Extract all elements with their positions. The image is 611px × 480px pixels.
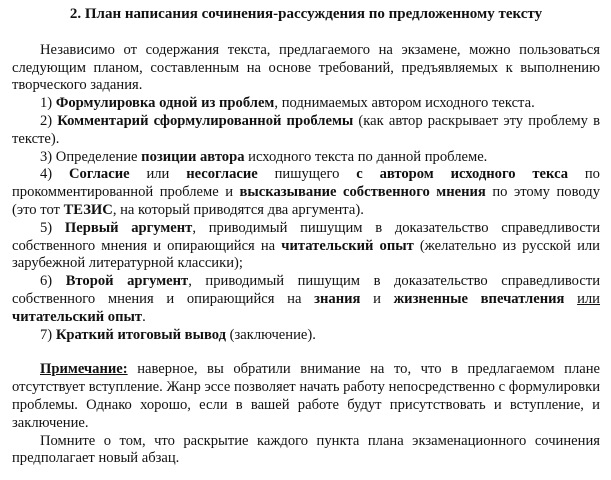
item-text: и (360, 290, 394, 307)
item-text: , приводимый пишущим в доказательство справедливости собственного мнения и опирающийся на (12, 273, 601, 307)
item-bold-text: Комментарий сформулированной проблемы (57, 112, 354, 129)
item-bold-text: Формулировка одной из проблем (55, 95, 275, 112)
item-number: 3) Определение (40, 148, 142, 165)
item-text: по прокомментированной проблеме и (12, 166, 600, 201)
item-text: пишущего (257, 166, 357, 183)
note-label: Примечание: (40, 361, 128, 378)
item-text: или (129, 166, 187, 183)
item-text: . (142, 308, 146, 325)
item-bold-text: читательский опыт (281, 237, 414, 254)
item-bold-text: Второй аргумент (65, 273, 189, 290)
plan-item-3 (12, 149, 600, 167)
item-number: 2) (40, 112, 58, 129)
item-text: исходного текста по данной проблеме. (244, 148, 488, 165)
plan-item-5 (12, 220, 600, 273)
item-text: по этому поводу (это тот (12, 184, 600, 218)
plan-item-1 (12, 95, 600, 113)
item-bold-text: читательский опыт (12, 308, 143, 325)
item-text: (как автор раскрывает эту проблему в тексте). (12, 112, 600, 147)
item-bold-text: жизненные впечатления (393, 290, 565, 307)
item-text: (желательно из русской или зарубежной литературной классики); (12, 237, 600, 272)
item-number: 7) (40, 326, 56, 343)
page-title: 2. План написания сочинения-рассуждения по предложенному тексту (69, 6, 543, 22)
plan-item-6 (12, 273, 600, 326)
item-bold-text: высказывание собственного мнения (239, 184, 486, 201)
item-bold-text: Первый аргумент (64, 219, 193, 236)
item-number: 4) (40, 166, 70, 183)
plan-item-4 (12, 166, 600, 219)
underlined-text: или (577, 290, 600, 307)
item-bold-text: с автором исходного текса (356, 166, 569, 183)
plan-item-2 (12, 113, 600, 149)
item-bold-text: несогласие (186, 166, 258, 183)
document-page (12, 6, 600, 468)
item-text: , поднимаемых автором исходного текста. (274, 95, 535, 112)
intro-paragraph: Независимо от содержания текста, предлагаемого на экзамене, можно пользоваться следующим планом, составленным на основе требований, предъявляемых к выполнению творческого задания. (12, 41, 600, 94)
item-number: 1) (40, 95, 56, 112)
closing-paragraph: Помните о том, что раскрытие каждого пункта плана экзаменационного сочинения предполагает новый абзац. (12, 432, 600, 467)
note-text: наверное, вы обратили внимание на то, что в предлагаемом плане отсутствует вступление. Жанр эссе позволяет начать работу непосредственно с формулировки проблемы. Однако хорошо, если в вашей работе будут присутствовать и вступление, и заключение. (12, 361, 600, 431)
item-text: , приводимый пишущим в доказательство справедливости собственного мнения и опирающийся на (12, 219, 601, 254)
spacer (12, 344, 600, 361)
plan-item-7 (12, 327, 600, 345)
item-bold-text: ТЕЗИС (63, 201, 113, 218)
item-number: 6) (40, 273, 66, 290)
item-text: (заключение). (226, 326, 316, 343)
item-text (564, 291, 577, 307)
item-bold-text: знания (314, 290, 361, 307)
item-bold-text: Краткий итоговый вывод (55, 326, 226, 343)
note-paragraph (12, 361, 600, 432)
item-number: 5) (40, 219, 65, 236)
item-bold-text: позиции автора (141, 148, 245, 165)
item-bold-text: Согласие (69, 166, 130, 183)
item-text: , на который приводятся два аргумента). (112, 201, 364, 218)
